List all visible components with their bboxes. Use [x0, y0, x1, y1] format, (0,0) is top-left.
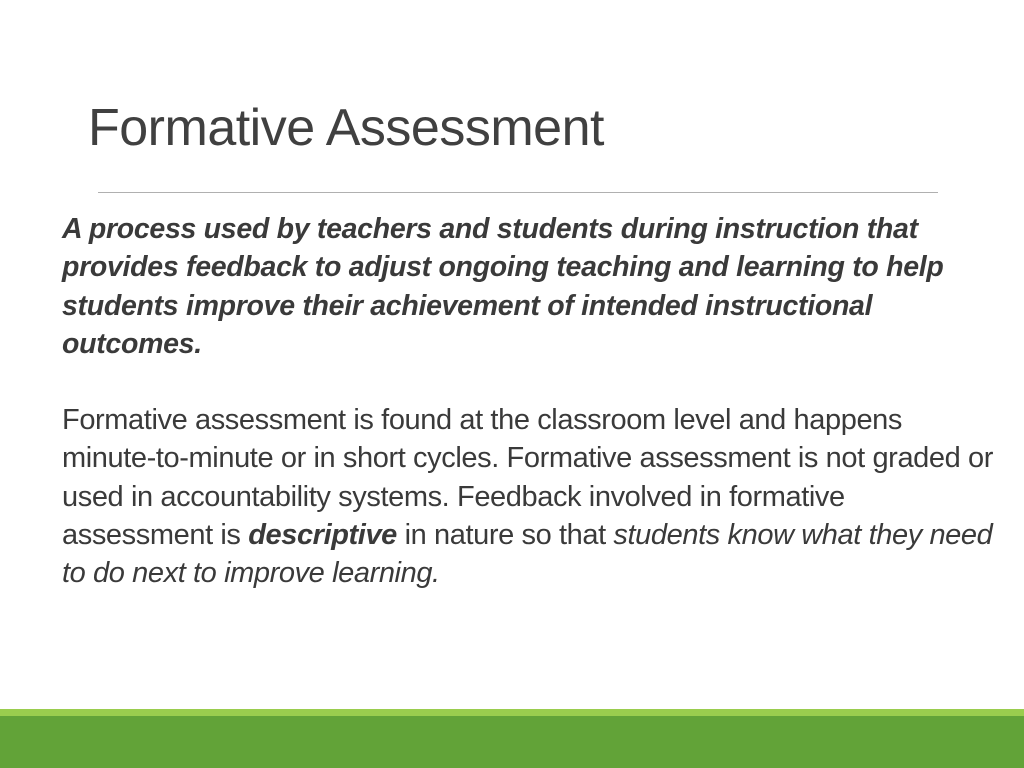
slide-title: Formative Assessment — [88, 99, 604, 157]
explanation-part1: Formative assessment is found at the classroom level and happens minute-to-minute or in short cycles. Formative assessment is not graded or used in accountability systems. Feedback involved in formative assessment is — [62, 404, 993, 552]
definition-text: A process used by teachers and students during instruction that provides feedback to adjust ongoing teaching and learning to help students improve their achievement of intended instructional outcomes. — [62, 213, 944, 360]
emphasis-descriptive: descriptive — [248, 519, 397, 552]
explanation-italic-tail: students know what they need to do next to improve learning. — [62, 519, 993, 590]
explanation-part2: in nature so that — [396, 519, 614, 552]
footer-bar — [0, 716, 1024, 768]
slide-body — [62, 210, 1002, 593]
title-divider — [98, 192, 938, 193]
explanation-text — [62, 401, 1002, 592]
footer-accent-stripe — [0, 709, 1024, 716]
